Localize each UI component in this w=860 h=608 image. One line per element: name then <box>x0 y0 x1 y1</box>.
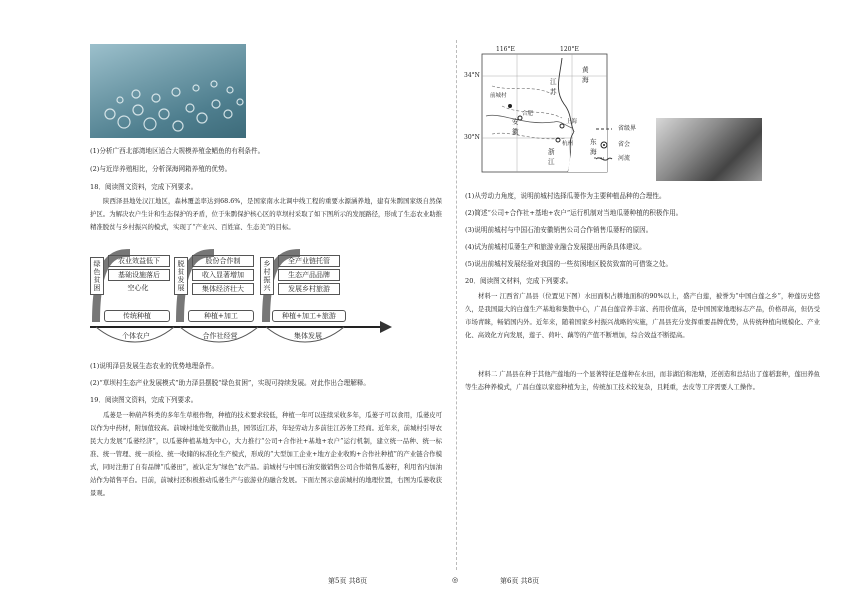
q19-sub1: (1)从劳动力角度，说明前城村选择瓜蒌作为主要种植品种的合理性。 <box>465 192 666 200</box>
lat-34: 34°N <box>464 72 480 79</box>
q19-sub3: (3)说明前城村与中国石油安徽销售公司合作销售瓜蒌籽的原因。 <box>465 226 653 234</box>
tag-poverty-relief: 脱贫发展 <box>174 257 188 295</box>
prov-jiangsu-1: 江 <box>550 78 557 86</box>
city-shanghai: 上海 <box>566 119 578 125</box>
col1-item3: 空心化 <box>127 284 149 292</box>
q20-material1: 材料一 江西省广昌县（位置见下图）水田面积占耕地面积的90%以上，盛产白莲，被誉为“中国白莲之乡”，种莲历史悠久，是我国最大的白莲生产基地和集散中心，广昌白莲营养丰富、药用价值高，是中国国家地理标志产品，价格昂高，但仍受市场青睐，畅销国内外。近年来，随着国家乡村振兴战略的实施，广昌县充分发挥重要品牌优势，从传统种植向规模化、产业化、高效化方向发展，莲子、荷叶、藕等的产值不断增加，综合效益不断提高。 <box>465 292 820 339</box>
q19-sub5: (5)说出前城村发展经验对我国的一些贫困地区脱贫致富的可借鉴之处。 <box>465 260 673 268</box>
q17-sub2: (2)与近岸养殖相比，分析深海网箱养殖的优势。 <box>90 165 232 173</box>
prov-anhui-2: 徽 <box>512 128 519 136</box>
legend-capital: 省会 <box>618 141 631 148</box>
page-number-left: 第5页 共8页 <box>328 577 368 585</box>
stage1-top: 传统种植 <box>104 310 170 322</box>
harvest-photo <box>656 118 762 181</box>
development-path-diagram <box>90 247 440 352</box>
stage1-bottom: 个体农户 <box>122 332 150 340</box>
sea-cage-circles <box>90 44 246 138</box>
q19-sub2: (2)简述“公司+合作社+基地+农户”运行机制对当地瓜蒌种植的积极作用。 <box>465 209 683 217</box>
col2-item2: 收入显著增加 <box>192 269 254 281</box>
sea-cage-photo <box>90 44 246 138</box>
lon-116: 116°E <box>496 46 515 53</box>
q20-heading: 20．阅读图文材料，完成下列要求。 <box>465 277 573 285</box>
map-legend <box>596 125 646 175</box>
q18-heading: 18．阅读图文资料，完成下列要求。 <box>90 183 198 191</box>
col3-item2: 生态产品品牌 <box>278 269 340 281</box>
stage2-top: 种植+加工 <box>188 310 254 322</box>
city-qiancheng: 前城村 <box>490 93 507 99</box>
lon-120: 120°E <box>560 46 579 53</box>
stage3-top: 种植+加工+旅游 <box>272 310 346 322</box>
q19-sub4: (4)试为前城村瓜蒌生产和旅游业融合发展提出两条具体建议。 <box>465 243 646 251</box>
q19-heading: 19．阅读图文资料，完成下列要求。 <box>90 396 198 404</box>
prov-zhejiang-1: 浙 <box>548 148 555 156</box>
q18-sub1: (1)说明泽县发展生态农业的优势地理条件。 <box>90 362 219 370</box>
prov-zhejiang-2: 江 <box>548 158 555 166</box>
lat-30: 30°N <box>464 134 480 141</box>
stage3-bottom: 集体发展 <box>294 332 322 340</box>
q20-material2: 材料二 广昌县在种于其他产莲地的一个显著特征是莲种在水田，而非湖泊和池塘，还创造和总结出了莲稻套种，莲田养鱼等生态种养模式，广昌白莲以家庭种植为主，传统加工技术较复杂，且耗重，去皮等工序需要人工操作。 <box>465 370 820 391</box>
sea-yellow-2: 海 <box>582 76 589 84</box>
q19-text: 瓜蒌是一种葫芦科类的多年生草根作物，种植的技术要求较低，种植一年可以连续采收多年，瓜蒌子可以食用，瓜蒌皮可以作为中药材，附加值较高。前城村地处安徽潜山县，园邻近江苏，年轻劳动力多前往江苏务工经商。近年来，前城村引导农民大力发展“瓜蒌经济”，以瓜蒌种植基地为中心，大力推行“公司+合作社+基地+农户”运行机制，建立统一品种、统一标准、统一管理、统一质检、统一收储的标准化生产模式，形成的“大型加工企业+地方企业收购+合作社种植”的产业链合作模式，同时注册了自有品牌“瓜蒌田”，被认定为“绿色”农产品。前城村与中国石油安徽销售公司合作销售瓜蒌籽，利用省内加油站作为销售平台。目前，前城村还积极推动瓜蒌生产与旅游业的融合发展。下面左图示意前城村的地理位置，右图为瓜蒌收获景观。 <box>90 411 442 497</box>
prov-anhui-1: 安 <box>512 118 519 126</box>
tag-rural-revival: 乡村振兴 <box>260 257 274 295</box>
prov-jiangsu-2: 苏 <box>550 88 557 96</box>
sea-east-2: 海 <box>590 148 597 156</box>
col1-item1: 农业效益低下 <box>108 255 170 267</box>
page-number-right: 第6页 共8页 <box>500 577 540 585</box>
col1-item2: 基础设施落后 <box>108 269 170 281</box>
tag-green-poverty: 绿色贫困 <box>90 257 104 295</box>
q18-text: 陕西泽县地处汉江地区，森林覆盖率达到68.6%，是国家南水北调中线工程的重要水源涵养地，建有朱鹮国家级自然保护区。为解决农户生计和生态保护的矛盾，位于朱鹮保护核心区的草坝村采取了如下图所示的发展路径，形成了生态农业助推精准脱贫与乡村振兴的模式，实现了“产业兴、百姓富、生态美”的目标。 <box>90 197 442 231</box>
legend-river: 河流 <box>618 155 631 162</box>
q18-sub2: (2)“草坝村生态产业发展模式”助力泽县摆脱“绿色贫困”，实现可持续发展。对此作出合理解释。 <box>90 379 370 387</box>
col3-item3: 发展乡村旅游 <box>278 283 340 295</box>
stage2-bottom: 合作社经营 <box>202 332 238 340</box>
col2-item1: 股份合作制 <box>192 255 254 267</box>
legend-boundary: 省级界 <box>618 125 637 132</box>
city-hangzhou: 杭州 <box>562 141 574 147</box>
col3-item1: 全产业链托管 <box>278 255 340 267</box>
q17-sub1: (1)分析广西北部湾地区适合大规模养殖金鲳鱼的有利条件。 <box>90 147 265 155</box>
page-center-mark: ◎ <box>452 576 459 584</box>
sea-east-1: 东 <box>590 138 597 146</box>
city-hefei: 合肥 <box>522 111 534 117</box>
sea-yellow-1: 黄 <box>582 66 589 74</box>
col2-item3: 集体经济壮大 <box>192 283 254 295</box>
